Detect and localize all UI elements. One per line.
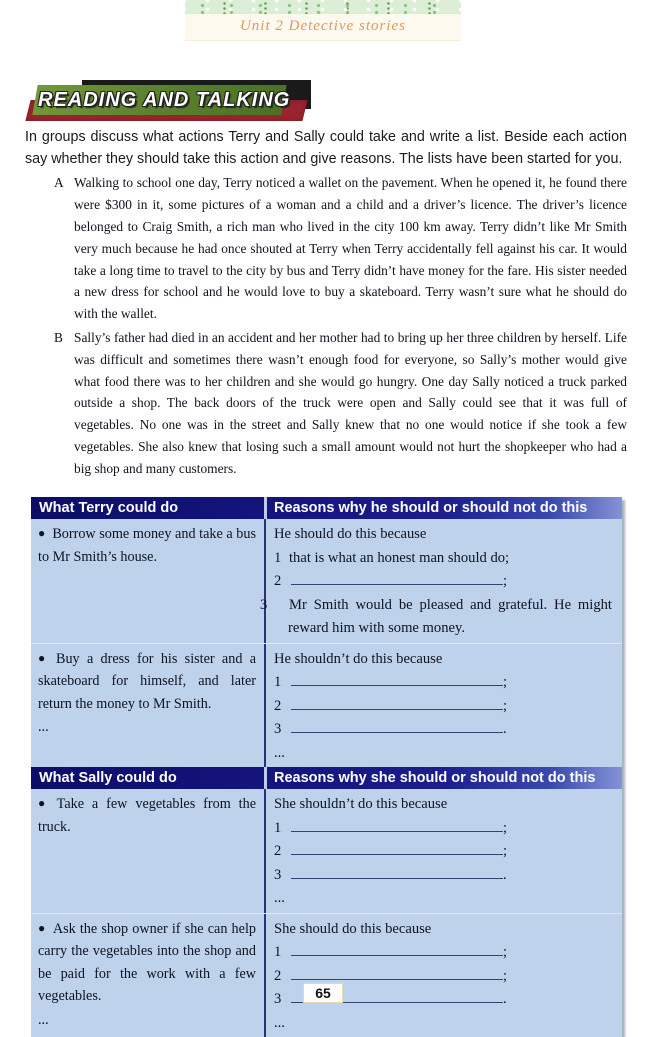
reason-number: 2 — [274, 695, 285, 719]
reason-punct: . — [503, 721, 507, 737]
header-cell-right: Reasons why he should or should not do this — [264, 497, 622, 519]
table-row — [31, 643, 622, 768]
reason-line — [274, 840, 612, 864]
reason-number: 2 — [274, 840, 285, 864]
story-item-label: B — [54, 327, 63, 349]
reason-intro: He shouldn’t do this because — [274, 648, 612, 672]
action-text: Borrow some money and take a bus to Mr Smith’s house. — [38, 526, 256, 565]
blank-line — [291, 571, 503, 585]
unit-banner-texture — [185, 0, 461, 14]
reasons-cell — [264, 914, 622, 1037]
table-header-row — [31, 767, 622, 789]
ellipsis: ... — [38, 716, 256, 739]
reason-number: 3 — [274, 594, 285, 618]
reason-number: 3 — [274, 718, 285, 742]
header-cell-left: What Sally could do — [31, 767, 264, 789]
reason-line — [274, 718, 612, 742]
action-cell — [31, 914, 264, 1037]
ellipsis: ... — [274, 887, 612, 911]
reasons-cell — [264, 519, 622, 643]
action-cell — [31, 519, 264, 643]
action-cell — [31, 789, 264, 913]
table-header-row — [31, 497, 622, 519]
action-text: Buy a dress for his sister and a skateboard for himself, and later return the money to Mr Smith. — [38, 651, 256, 712]
bullet-icon: ● — [38, 526, 45, 540]
reason-punct: ; — [503, 968, 507, 984]
reason-punct: ; — [503, 944, 507, 960]
reason-line — [274, 671, 612, 695]
reason-line — [274, 695, 612, 719]
reason-punct: . — [503, 867, 507, 883]
action-cell — [31, 644, 264, 768]
reason-punct: ; — [503, 698, 507, 714]
action-item — [38, 523, 256, 568]
reason-line — [274, 547, 612, 571]
table-row — [31, 913, 622, 1037]
bullet-icon: ● — [38, 921, 46, 935]
reason-number: 3 — [274, 864, 285, 888]
ellipsis: ... — [274, 742, 612, 766]
section-title: READING AND TALKING — [38, 88, 308, 112]
action-text: Take a few vegetables from the truck. — [38, 796, 256, 835]
blank-line — [291, 696, 503, 710]
header-cell-left: What Terry could do — [31, 497, 264, 519]
story-item-text: Walking to school one day, Terry noticed a wallet on the pavement. When he opened it, he found there were $300 in it, some pictures of a woman and a child and a driver’s licence. The driver’s licence belonged to Craig Smith, a rich man who lived in the city 100 km away. Terry didn’t like Mr Smith very much because he had once shouted at Terry when Terry accidentally fell against his car. It would take a long time to travel to the city by bus and Terry didn’t have money for the fare. His sister needed a new dress for school and he would love to buy a skateboard. Terry wasn’t sure what he should do with the wallet. — [74, 175, 627, 321]
blank-line — [291, 966, 503, 980]
intro-paragraph: In groups discuss what actions Terry and Sally could take and write a list. Beside each action say whether they should take this action and give reasons. The lists have been started for you. — [25, 126, 627, 170]
reasons-cell — [264, 644, 622, 768]
reason-line — [274, 570, 612, 594]
blank-line — [291, 865, 503, 879]
section-banner — [25, 79, 320, 125]
action-item — [38, 918, 256, 1008]
table-row — [31, 519, 622, 643]
page-number: 65 — [303, 983, 343, 1003]
reason-intro: She should do this because — [274, 918, 612, 942]
reason-number: 1 — [274, 817, 285, 841]
page-body — [25, 126, 627, 497]
ellipsis: ... — [274, 1012, 612, 1036]
reason-number: 2 — [274, 570, 285, 594]
worksheet-table — [31, 497, 622, 1037]
reason-punct: ; — [503, 674, 507, 690]
reason-number: 1 — [274, 547, 285, 571]
blank-line — [291, 818, 503, 832]
bullet-icon: ● — [38, 796, 50, 810]
reason-number: 3 — [274, 988, 285, 1012]
reason-line — [274, 941, 612, 965]
ellipsis: ... — [38, 1009, 256, 1032]
blank-line — [291, 719, 503, 733]
reason-line — [274, 817, 612, 841]
story-item-b — [25, 327, 627, 480]
bullet-icon: ● — [38, 651, 49, 665]
blank-line — [291, 942, 503, 956]
reason-number: 1 — [274, 671, 285, 695]
story-item-a — [25, 172, 627, 325]
reasons-cell — [264, 789, 622, 913]
reason-text: Mr Smith would be pleased and grateful. He might reward him with some money. — [288, 597, 612, 637]
blank-line — [291, 672, 503, 686]
reason-punct: ; — [503, 820, 507, 836]
story-item-label: A — [54, 172, 64, 194]
reason-line — [274, 594, 612, 641]
story-item-text: Sally’s father had died in an accident and her mother had to bring up her three children by herself. Life was difficult and sometimes there wasn’t enough food for everyone, so Sally’s mother would give what food there was to her children and she would go hungry. One day Sally noticed a truck parked outside a shop. The back doors of the truck were open and Sally could see that it was full of vegetables. No one was in the street and Sally knew that no one would notice if she took a few vegetables. She also knew that losing such a small amount would not hurt the shopkeeper who had a big shop and many customers. — [74, 330, 627, 476]
reason-punct: . — [503, 991, 507, 1007]
unit-banner-label: Unit 2 Detective stories — [185, 14, 461, 41]
action-item — [38, 648, 256, 716]
reason-punct: ; — [503, 843, 507, 859]
reason-number: 2 — [274, 965, 285, 989]
action-text: Ask the shop owner if she can help carry the vegetables into the shop and be paid for the work with a few vegetables. — [38, 921, 256, 1005]
reason-number: 1 — [274, 941, 285, 965]
header-cell-right: Reasons why she should or should not do this — [264, 767, 622, 789]
table-section-terry — [31, 497, 622, 767]
unit-banner — [185, 0, 461, 41]
table-row — [31, 789, 622, 913]
reason-intro: She shouldn’t do this because — [274, 793, 612, 817]
action-item — [38, 793, 256, 838]
reason-punct: ; — [503, 573, 507, 589]
reason-text: that is what an honest man should do; — [289, 550, 509, 566]
reason-intro: He should do this because — [274, 523, 612, 547]
blank-line — [291, 841, 503, 855]
reason-line — [274, 864, 612, 888]
